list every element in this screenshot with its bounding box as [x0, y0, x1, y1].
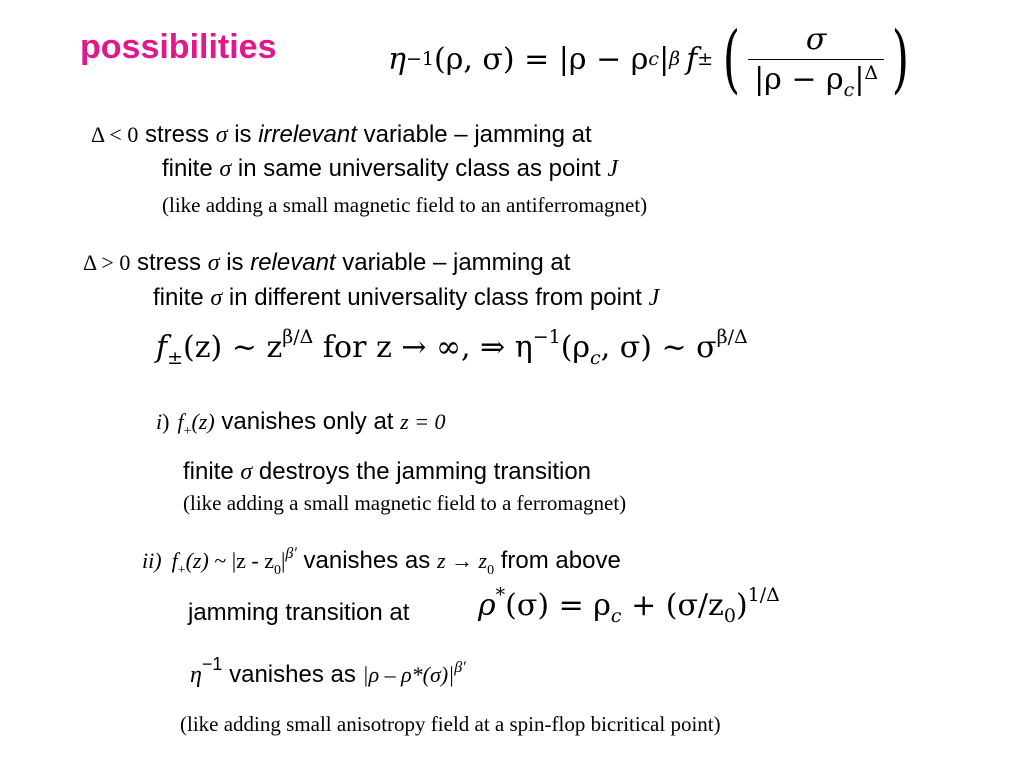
case1-note: (like adding a small magnetic field to an antiferromagnet) — [162, 193, 648, 217]
case1-irrelevant: irrelevant — [258, 121, 357, 148]
jam-rho: ρ — [478, 588, 496, 623]
item-i-finite: finite — [183, 458, 241, 485]
left-paren: ( — [722, 16, 741, 102]
case2-stress: stress — [130, 249, 208, 276]
item-i-text: vanishes only at — [214, 408, 401, 435]
item-i-label: i — [156, 409, 163, 434]
eta-symbol: η — [388, 41, 406, 77]
den-delta-exponent: Δ — [864, 61, 879, 84]
item-ii-text2: from above — [494, 547, 621, 574]
case1-rest: variable – jamming at — [356, 121, 592, 148]
scaling-exp2: −1 — [532, 326, 561, 348]
case2-finite: finite — [153, 284, 211, 311]
case1-stress: stress — [138, 121, 216, 148]
jam-c: c — [610, 605, 622, 627]
jam-close: ) — [735, 588, 748, 623]
main-formula: η −1 (ρ, σ) = |ρ − ρ c | β f ± ( $\frac{\sigma}{|\rho - \rho_c|^\Delta}$ ) — [388, 16, 910, 102]
eta-symbol-2: η — [190, 662, 202, 688]
case1-universality: in same universality class as point — [231, 155, 608, 182]
jamming-transition-label: jamming transition at — [188, 599, 410, 626]
den-text: |ρ − ρ — [754, 61, 844, 97]
scaling-exp1: β/Δ — [282, 326, 314, 348]
case2-relevant: relevant — [250, 249, 336, 276]
case1-sigma: σ — [215, 122, 228, 148]
scaling-rest: , σ) ~ σ — [600, 330, 717, 365]
scaling-formula — [156, 326, 748, 369]
scaling-args: (ρ — [560, 330, 591, 365]
item-ii-z: (z) — [185, 548, 209, 573]
formula-args: (ρ, σ) = |ρ − ρ — [434, 41, 649, 77]
case2-rest: variable – jamming at — [335, 249, 571, 276]
case1-finite: finite — [162, 155, 220, 182]
case1-condition: Δ < 0 — [91, 122, 139, 147]
jam-zero: 0 — [723, 605, 736, 627]
scaling-f: f — [156, 330, 168, 365]
eta-vanishes: vanishes as — [222, 661, 363, 688]
item-ii-note: (like adding small anisotropy field at a spin-flop bicritical point) — [180, 712, 721, 736]
jam-plus: + (σ/z — [621, 588, 724, 623]
item-i-plus: + — [183, 423, 192, 439]
right-paren: ) — [891, 16, 910, 102]
item-i-condition: z = 0 — [400, 409, 446, 434]
eta-exp-2: −1 — [201, 654, 223, 674]
item-i-paren: ) — [162, 409, 170, 434]
case2-condition: Δ > 0 — [83, 250, 131, 275]
item-ii-lim0: 0 — [487, 562, 495, 578]
jam-eq: (σ) = ρ — [505, 588, 611, 623]
case2-universality: in different universality class from point — [222, 284, 649, 311]
jamming-formula — [478, 584, 780, 627]
item-i-note: (like adding a small magnetic field to a ferromagnet) — [183, 491, 627, 515]
item-i-z: (z) — [191, 409, 215, 434]
item-i-line1 — [156, 408, 446, 439]
den-abs-close: | — [854, 61, 865, 97]
item-ii-text: vanishes as — [296, 547, 437, 574]
slide-title: possibilities — [80, 28, 277, 66]
abs-close: | — [659, 41, 670, 77]
item-ii-sim: ~ |z - z — [208, 548, 274, 573]
case2-point-j: J — [648, 285, 660, 311]
case2-is: is — [219, 249, 251, 276]
item-ii-plus: + — [177, 562, 186, 578]
item-ii-bar: | — [280, 548, 286, 573]
case2-line2-sigma: σ — [210, 285, 223, 311]
scaling-mid: for z → ∞, ⇒ η — [313, 330, 533, 365]
item-ii-lim: z → z — [436, 548, 488, 573]
fraction — [748, 21, 884, 101]
item-i-destroys: destroys the jamming transition — [252, 458, 592, 485]
jam-exp: 1/Δ — [747, 584, 780, 606]
item-ii-f: f — [171, 548, 178, 573]
item-ii-label: ii) — [142, 548, 162, 573]
case2-line2 — [153, 284, 659, 312]
case1-is: is — [227, 121, 259, 148]
item-i-line2 — [183, 458, 591, 486]
function-f: f — [686, 41, 698, 77]
scaling-z: (z) ~ z — [183, 330, 283, 365]
case1-line2-sigma: σ — [219, 156, 232, 182]
item-ii-zero: 0 — [273, 562, 281, 578]
jam-star: * — [495, 584, 506, 606]
case2-sigma: σ — [207, 250, 220, 276]
item-ii-betap: β′ — [285, 545, 297, 562]
case1-point-j: J — [607, 156, 619, 182]
case1-line1 — [91, 121, 592, 149]
item-ii-line1 — [142, 545, 621, 578]
scaling-c: c — [590, 347, 601, 369]
item-i-sigma: σ — [240, 459, 253, 485]
eta-abs: |ρ – ρ*(σ)| — [362, 662, 455, 687]
fraction-numerator: σ — [805, 21, 827, 57]
fraction-denominator — [748, 59, 884, 101]
scaling-pm: ± — [167, 347, 184, 369]
case1-line2 — [162, 155, 618, 183]
case2-line1 — [83, 249, 570, 277]
eta-abs-exp: β′ — [454, 659, 466, 676]
scaling-exp3: β/Δ — [716, 326, 748, 348]
den-subscript-c: c — [843, 78, 855, 101]
item-i-f: f — [177, 409, 184, 434]
eta-vanishes-line — [190, 654, 466, 689]
